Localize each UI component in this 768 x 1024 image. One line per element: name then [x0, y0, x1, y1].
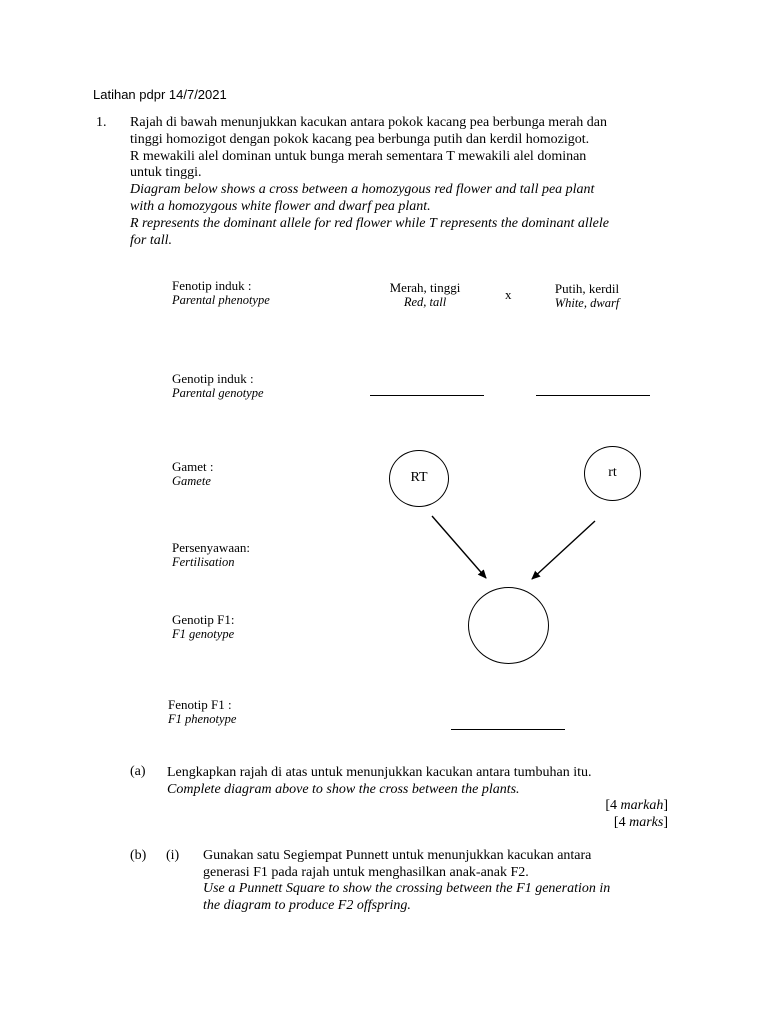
- arrow-left: [432, 516, 486, 578]
- worksheet-heading: Latihan pdpr 14/7/2021: [93, 87, 227, 102]
- part-b-text: Gunakan satu Segiempat Punnett untuk menunjukkan kacukan antara generasi F1 pada rajah untuk menghasilkan anak-anak F2. Use a Punnett Square to show the crossing between the F1 generation in the diagram to produce F2 offspring.: [203, 848, 611, 913]
- question-number: 1.: [96, 115, 107, 130]
- parent1-phenotype: Merah, tinggi Red, tall: [389, 280, 461, 309]
- question-line: tinggi homozigot dengan pokok kacang pea berbunga putih dan kerdil homozigot.: [130, 131, 590, 147]
- label-fertilisation: Persenyawaan: Fertilisation: [172, 540, 250, 569]
- question-line: R mewakili alel dominan untuk bunga merah sementara T mewakili alel dominan: [130, 148, 587, 164]
- part-b-label: (b): [130, 848, 147, 863]
- part-a-marks-en: [4 marks]: [613, 815, 668, 830]
- question-line-en: Diagram below shows a cross between a homozygous red flower and tall pea plant: [130, 182, 595, 198]
- question-line: untuk tinggi.: [130, 165, 202, 181]
- part-a-label: (a): [130, 764, 146, 779]
- label-f1-phenotype: Fenotip F1 : F1 phenotype: [168, 697, 237, 726]
- cross-symbol: x: [505, 287, 512, 302]
- gamete-label-2: rt: [608, 465, 617, 480]
- question-line-en: for tall.: [130, 232, 173, 248]
- question-line-en: with a homozygous white flower and dwarf pea plant.: [130, 198, 431, 214]
- question-line-en: R represents the dominant allele for red flower while T represents the dominant allele: [130, 215, 609, 231]
- label-gamete: Gamet : Gamete: [172, 459, 214, 488]
- label-parental-genotype: Genotip induk : Parental genotype: [172, 371, 264, 400]
- part-a-text: Lengkapkan rajah di atas untuk menunjukkan kacukan antara tumbuhan itu. Complete diagram above to show the cross between the plants.: [167, 765, 592, 797]
- part-a-marks-ms: [4 markah]: [605, 798, 668, 813]
- parent2-phenotype: Putih, kerdil White, dwarf: [554, 281, 620, 310]
- gamete-label-1: RT: [410, 470, 428, 485]
- label-parental-phenotype: Fenotip induk : Parental phenotype: [172, 278, 270, 307]
- label-f1-genotype: Genotip F1: F1 genotype: [172, 612, 235, 641]
- arrow-right: [532, 521, 595, 579]
- question-line: Rajah di bawah menunjukkan kacukan antara pokok kacang pea berbunga merah dan: [130, 115, 607, 130]
- part-b-sublabel: (i): [166, 848, 180, 863]
